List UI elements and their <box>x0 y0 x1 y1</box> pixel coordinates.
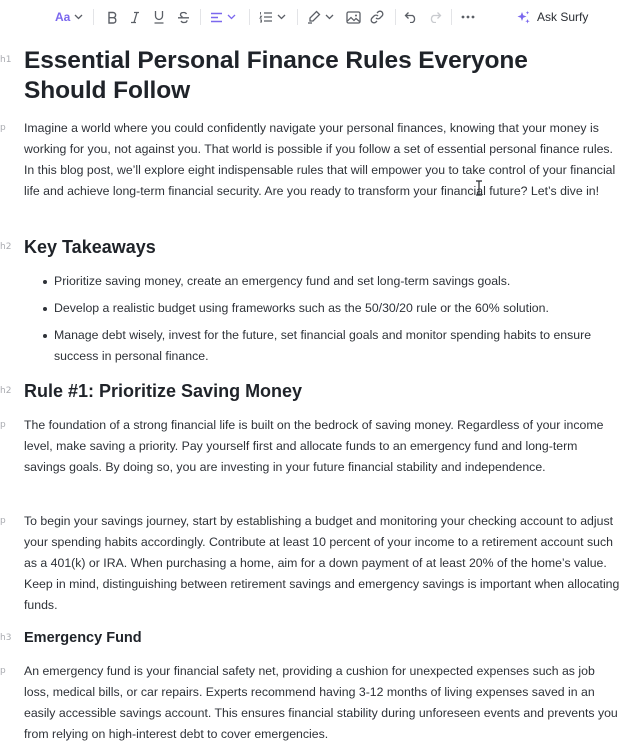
text-format-label: Aa <box>55 10 71 24</box>
list-item[interactable]: Develop a realistic budget using frameworks such as the 50/30/20 rule or the 60% solution. <box>24 298 620 319</box>
strikethrough-icon <box>177 11 190 24</box>
italic-button[interactable] <box>127 6 143 28</box>
document-title[interactable]: Essential Personal Finance Rules Everyone Should Follow <box>24 47 528 104</box>
undo-icon <box>404 11 418 23</box>
bold-button[interactable] <box>104 6 120 28</box>
strikethrough-button[interactable] <box>175 6 191 28</box>
more-options-button[interactable] <box>460 6 476 28</box>
list-item[interactable]: Manage debt wisely, invest for the future, set financial goals and monitor spending habits to ensure success in personal finance. <box>24 325 620 367</box>
toolbar-divider <box>395 9 396 25</box>
ask-surfy-label: Ask Surfy <box>537 10 589 24</box>
block-type-tag: p <box>0 666 6 676</box>
insert-image-button[interactable] <box>345 6 361 28</box>
block-type-tag: p <box>0 420 6 430</box>
insert-link-button[interactable] <box>369 6 385 28</box>
more-horizontal-icon <box>461 15 475 19</box>
block-type-tag: h3 <box>0 633 12 643</box>
toolbar-divider <box>249 9 250 25</box>
underline-button[interactable] <box>151 6 167 28</box>
chevron-down-icon <box>227 14 236 20</box>
list-item[interactable]: Prioritize saving money, create an emergency fund and set long-term savings goals. <box>24 271 620 292</box>
undo-button[interactable] <box>403 6 419 28</box>
key-takeaways-list <box>24 271 620 373</box>
block-type-tag: h2 <box>0 386 12 396</box>
rule1-heading[interactable]: Rule #1: Prioritize Saving Money <box>24 381 303 401</box>
block-type-tag: p <box>0 123 6 133</box>
align-dropdown[interactable] <box>210 6 236 28</box>
text-cursor-icon <box>475 180 483 196</box>
emergency-fund-heading[interactable]: Emergency Fund <box>24 630 142 646</box>
chevron-down-icon <box>74 14 83 20</box>
sparkle-icon <box>516 10 531 25</box>
underline-icon <box>153 10 165 24</box>
redo-icon <box>428 11 442 23</box>
block-type-tag: p <box>0 516 6 526</box>
toolbar-divider <box>451 9 452 25</box>
toolbar-divider <box>93 9 94 25</box>
rule1-paragraph-2[interactable]: To begin your savings journey, start by establishing a budget and monitoring your checking account to adjust your spending habits accordingly. Contribute at least 10 percent of your income to a retirement account such as a 401(k) or IRA. When purchasing a home, aim for a down payment of at least 20% of the home’s value. Keep in mind, distinguishing between retirement savings and emergency savings is important when allocating funds. <box>24 514 620 612</box>
italic-icon <box>130 11 140 24</box>
key-takeaways-heading[interactable]: Key Takeaways <box>24 237 156 257</box>
emergency-fund-paragraph[interactable]: An emergency fund is your financial safety net, providing a cushion for unexpected expenses such as job loss, medical bills, or car repairs. Experts recommend having 3-12 months of living expenses saved in an easily accessible savings account. This ensures financial stability during unforeseen events and prevents you from relying on high-interest debt to cover emergencies. <box>24 664 618 741</box>
highlight-dropdown[interactable] <box>307 6 334 28</box>
highlighter-icon <box>307 10 321 24</box>
image-icon <box>346 11 361 24</box>
chevron-down-icon <box>325 14 334 20</box>
align-left-icon <box>210 12 223 23</box>
block-type-tag: h2 <box>0 242 12 252</box>
numbered-list-icon <box>259 11 273 23</box>
bold-icon <box>106 11 118 24</box>
text-format-dropdown[interactable] <box>55 6 83 28</box>
rule1-paragraph-1[interactable]: The foundation of a strong financial life is built on the bedrock of saving money. Regardless of your income level, make saving a priority. Pay yourself first and allocate funds to an emergency fund and long-term savings goals. By doing so, you are investing in your future financial stability and independence. <box>24 418 604 474</box>
toolbar-divider <box>297 9 298 25</box>
link-icon <box>370 10 384 24</box>
ask-surfy-button[interactable] <box>516 6 588 28</box>
toolbar-divider <box>200 9 201 25</box>
block-type-tag: h1 <box>0 55 12 65</box>
chevron-down-icon <box>277 14 286 20</box>
redo-button[interactable] <box>427 6 443 28</box>
list-dropdown[interactable] <box>259 6 286 28</box>
editor-toolbar <box>0 0 637 34</box>
intro-paragraph[interactable]: Imagine a world where you could confidently navigate your personal finances, knowing that your money is working for you, not against you. That world is possible if you follow a set of essential personal finance rules. In this blog post, we’ll explore eight indispensable rules that will empower you to take control of your financial life and achieve long-term financial security. Are you ready to transform your financial future? Let’s dive in! <box>24 121 616 198</box>
